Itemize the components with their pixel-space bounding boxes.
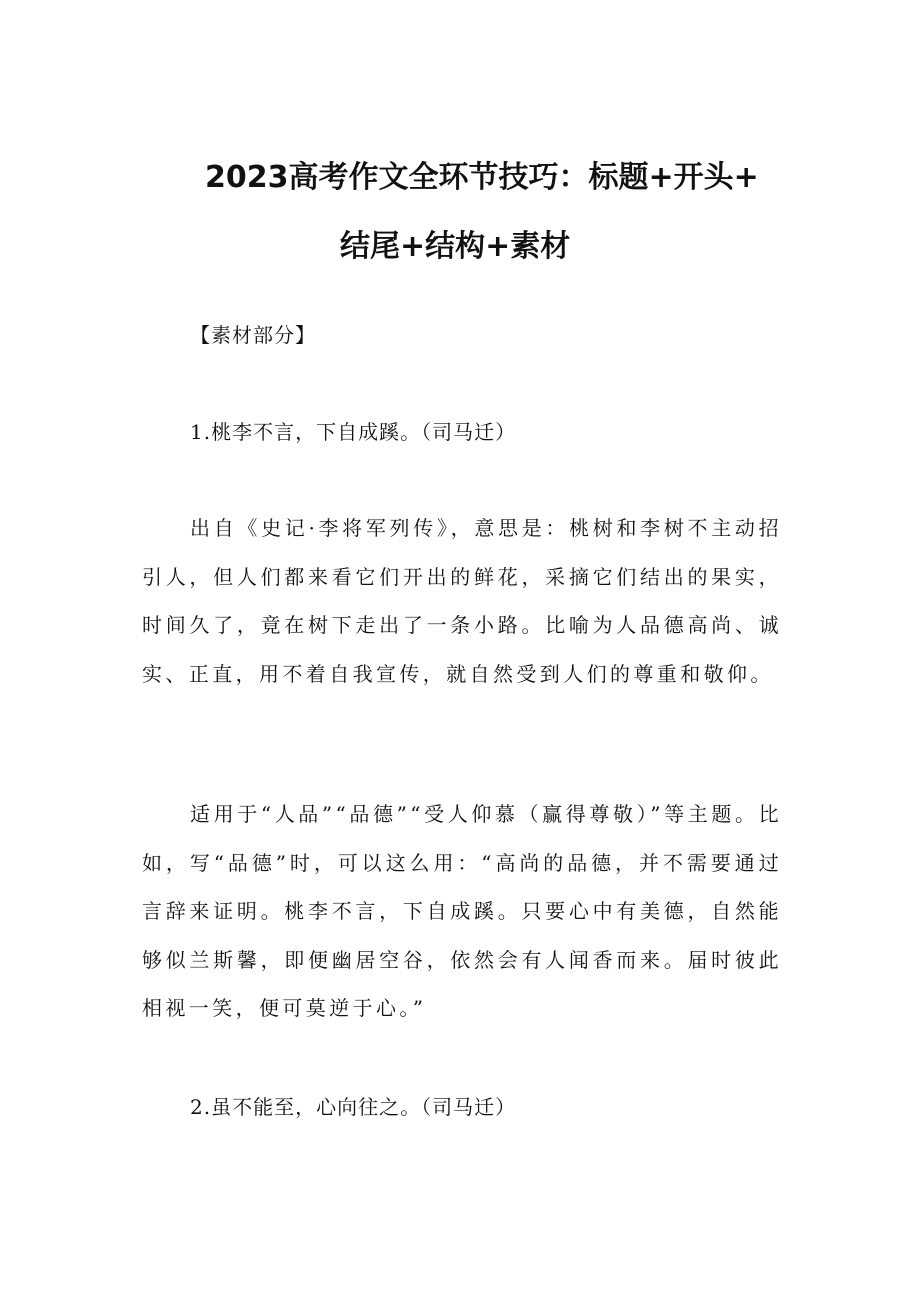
- document-title-line-2: 结尾+结构+素材: [340, 229, 571, 264]
- item-1-paragraph-2: 适用于“人品”“品德”“受人仰慕（赢得尊敬）”等主题。比如，写“品德”时，可以这么用：“高尚的品德，并不需要通过言辞来证明。桃李不言，下自成蹊。只要心中有美德，自然能够似兰斯馨，即便幽居空谷，依然会有人闻香而来。届时彼此相视一笑，便可莫逆于心。”: [142, 802, 782, 1020]
- item-1-paragraph-1: 出自《史记·李将军列传》，意思是：桃树和李树不主动招引人，但人们都来看它们开出的鲜花，采摘它们结出的果实，时间久了，竟在树下走出了一条小路。比喻为人品德高尚、诚实、正直，用不着自我宣传，就自然受到人们的尊重和敬仰。: [142, 516, 782, 686]
- section-heading: 【素材部分】: [190, 323, 316, 347]
- item-heading-2: 2.虽不能至，心向往之。（司马迁）: [190, 1095, 517, 1119]
- item-heading-1: 1.桃李不言，下自成蹊。（司马迁）: [190, 420, 517, 444]
- document-title-line-1: 2023高考作文全环节技巧：标题+开头+: [205, 160, 759, 195]
